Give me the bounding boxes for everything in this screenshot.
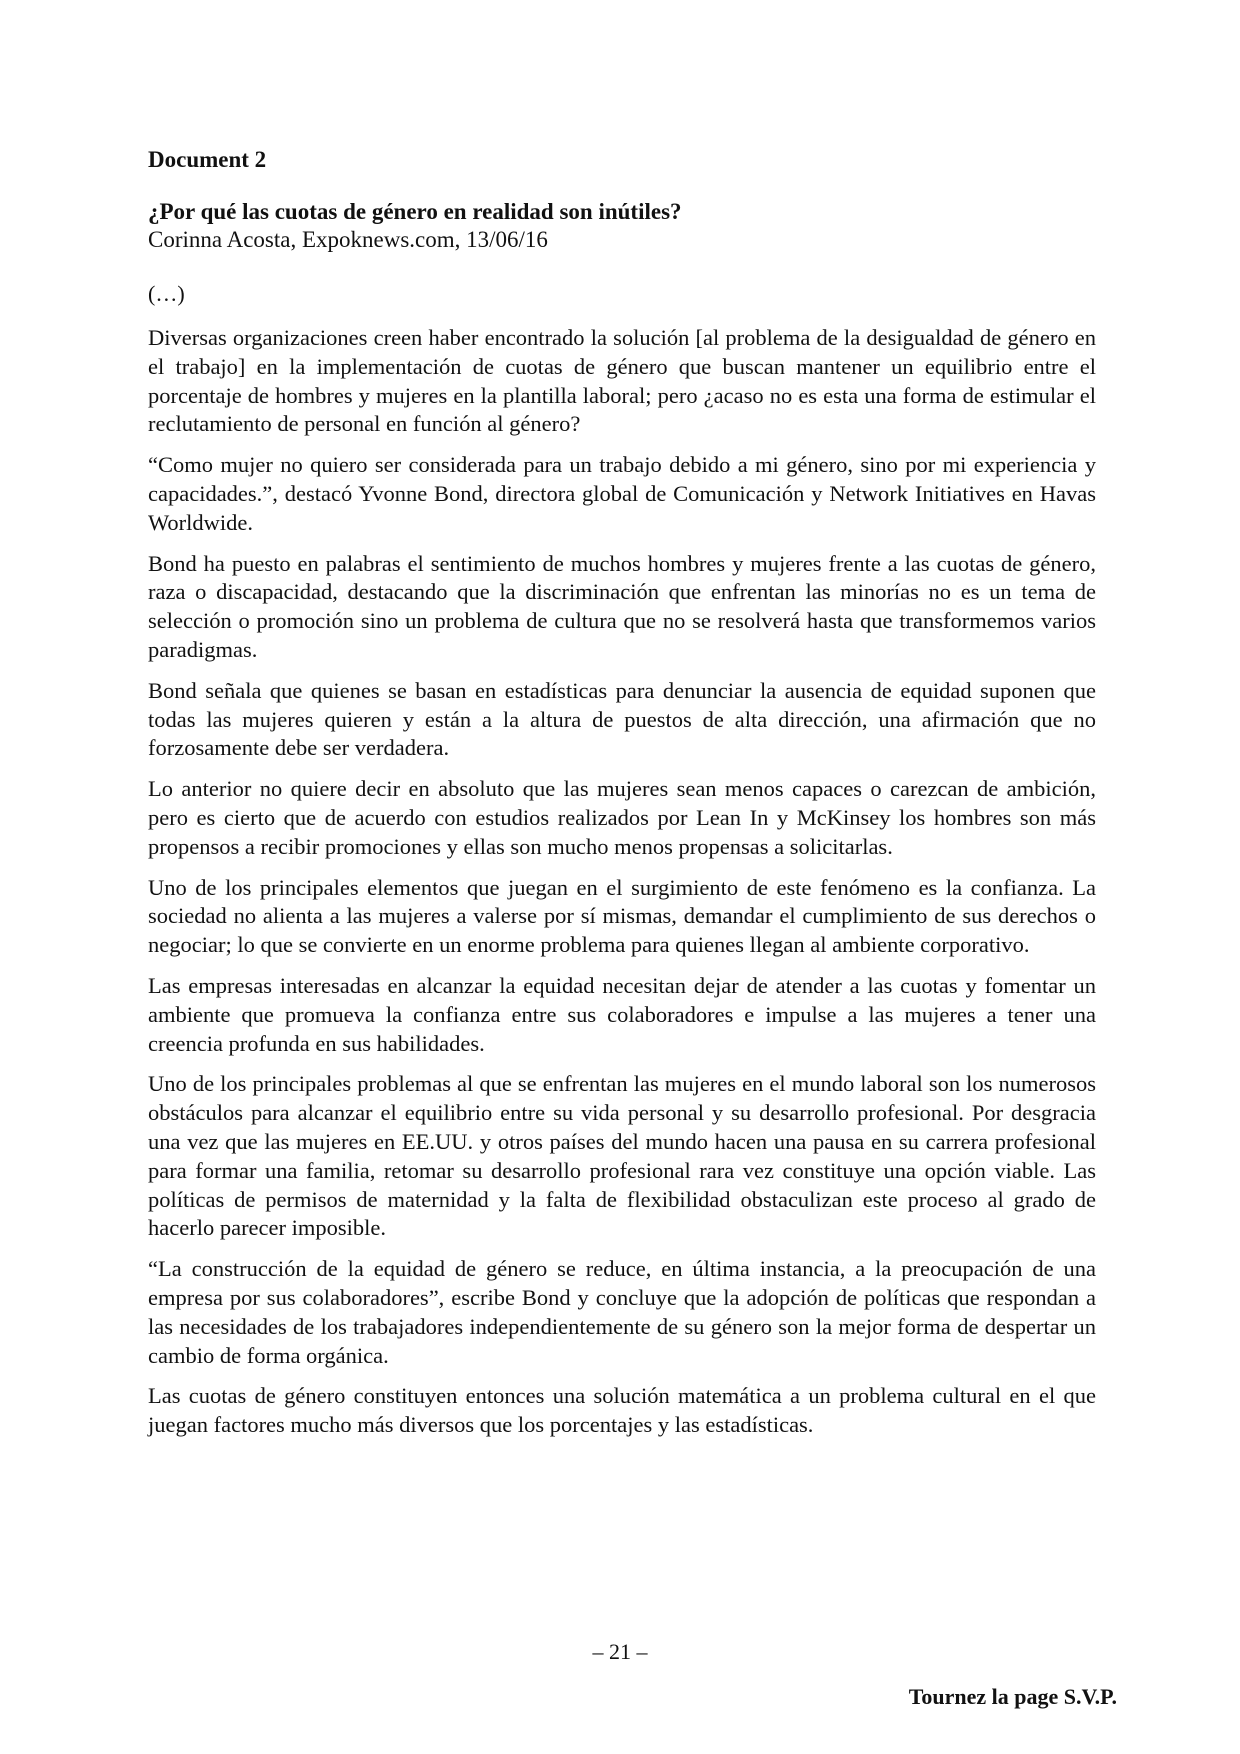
article-title: ¿Por qué las cuotas de género en realidad son inútiles? (148, 199, 682, 224)
article-byline: Corinna Acosta, Expoknews.com, 13/06/16 (148, 227, 548, 252)
paragraph-8: Uno de los principales problemas al que se enfrentan las mujeres en el mundo laboral son los numerosos obstáculos para alcanzar el equilibrio entre su vida personal y su desarrollo profesional. Por desgracia una vez que las mujeres en EE.UU. y otros países del mundo hacen una pausa en su carrera profesional para formar una familia, retomar su desarrollo profesional rara vez constituye una opción viable. Las políticas de permisos de maternidad y la falta de flexibilidad obstaculizan este proceso al grado de hacerlo parecer imposible. (148, 1071, 1096, 1241)
page-number: – 21 – (592, 1639, 648, 1664)
paragraph-5: Lo anterior no quiere decir en absoluto que las mujeres sean menos capaces o carezcan de ambición, pero es cierto que de acuerdo con estudios realizados por Lean In y McKinsey los hombres son más propensos a recibir promociones y ellas son mucho menos propensas a solicitarlas. (148, 776, 1096, 859)
omission-marker: (…) (148, 281, 185, 306)
paragraph-9: “La construcción de la equidad de género se reduce, en última instancia, a la preocupación de una empresa por sus colaboradores”, escribe Bond y concluye que la adopción de políticas que respondan a las necesidades de los trabajadores independientemente de su género son la mejor forma de despertar un cambio de forma orgánica. (148, 1256, 1096, 1368)
paragraph-6: Uno de los principales elementos que juegan en el surgimiento de este fenómeno es la confianza. La sociedad no alienta a las mujeres a valerse por sí mismas, demandar el cumplimiento de sus derechos o negociar; lo que se convierte en un enorme problema para quienes llegan al ambiente corporativo. (148, 874, 1096, 958)
document-label: Document 2 (148, 147, 267, 172)
paragraph-7: Las empresas interesadas en alcanzar la equidad necesitan dejar de atender a las cuotas y fomentar un ambiente que promueva la confianza entre sus colaboradores e impulse a las mujeres a tener una creencia profunda en sus habilidades. (148, 972, 1096, 1056)
paragraph-10: Las cuotas de género constituyen entonces una solución matemática a un problema cultural en el que juegan factores mucho más diversos que los porcentajes y las estadísticas. (148, 1383, 1096, 1438)
paragraph-4: Bond señala que quienes se basan en estadísticas para denunciar la ausencia de equidad suponen que todas las mujeres quieren y están a la altura de puestos de alta dirección, una afirmación que no forzosamente debe ser verdadera. (148, 677, 1096, 761)
paragraph-2: “Como mujer no quiero ser considerada para un trabajo debido a mi género, sino por mi experiencia y capacidades.”, destacó Yvonne Bond, directora global de Comunicación y Network Initiatives en Havas Worldwide. (148, 452, 1096, 535)
paragraph-3: Bond ha puesto en palabras el sentimiento de muchos hombres y mujeres frente a las cuotas de género, raza o discapacidad, destacando que la discriminación que enfrentan las minorías no es un tema de selección o promoción sino un problema de cultura que no se resolverá hasta que transformemos varios paradigmas. (148, 550, 1096, 662)
turn-page-note: Tournez la page S.V.P. (908, 1684, 1117, 1709)
paragraph-1: Diversas organizaciones creen haber encontrado la solución [al problema de la desigualdad de género en el trabajo] en la implementación de cuotas de género que buscan mantener un equilibrio entre el porcentaje de hombres y mujeres en la plantilla laboral; pero ¿acaso no es esta una forma de estimular el reclutamiento de personal en función al género? (148, 325, 1096, 437)
document-body (148, 146, 1096, 1452)
